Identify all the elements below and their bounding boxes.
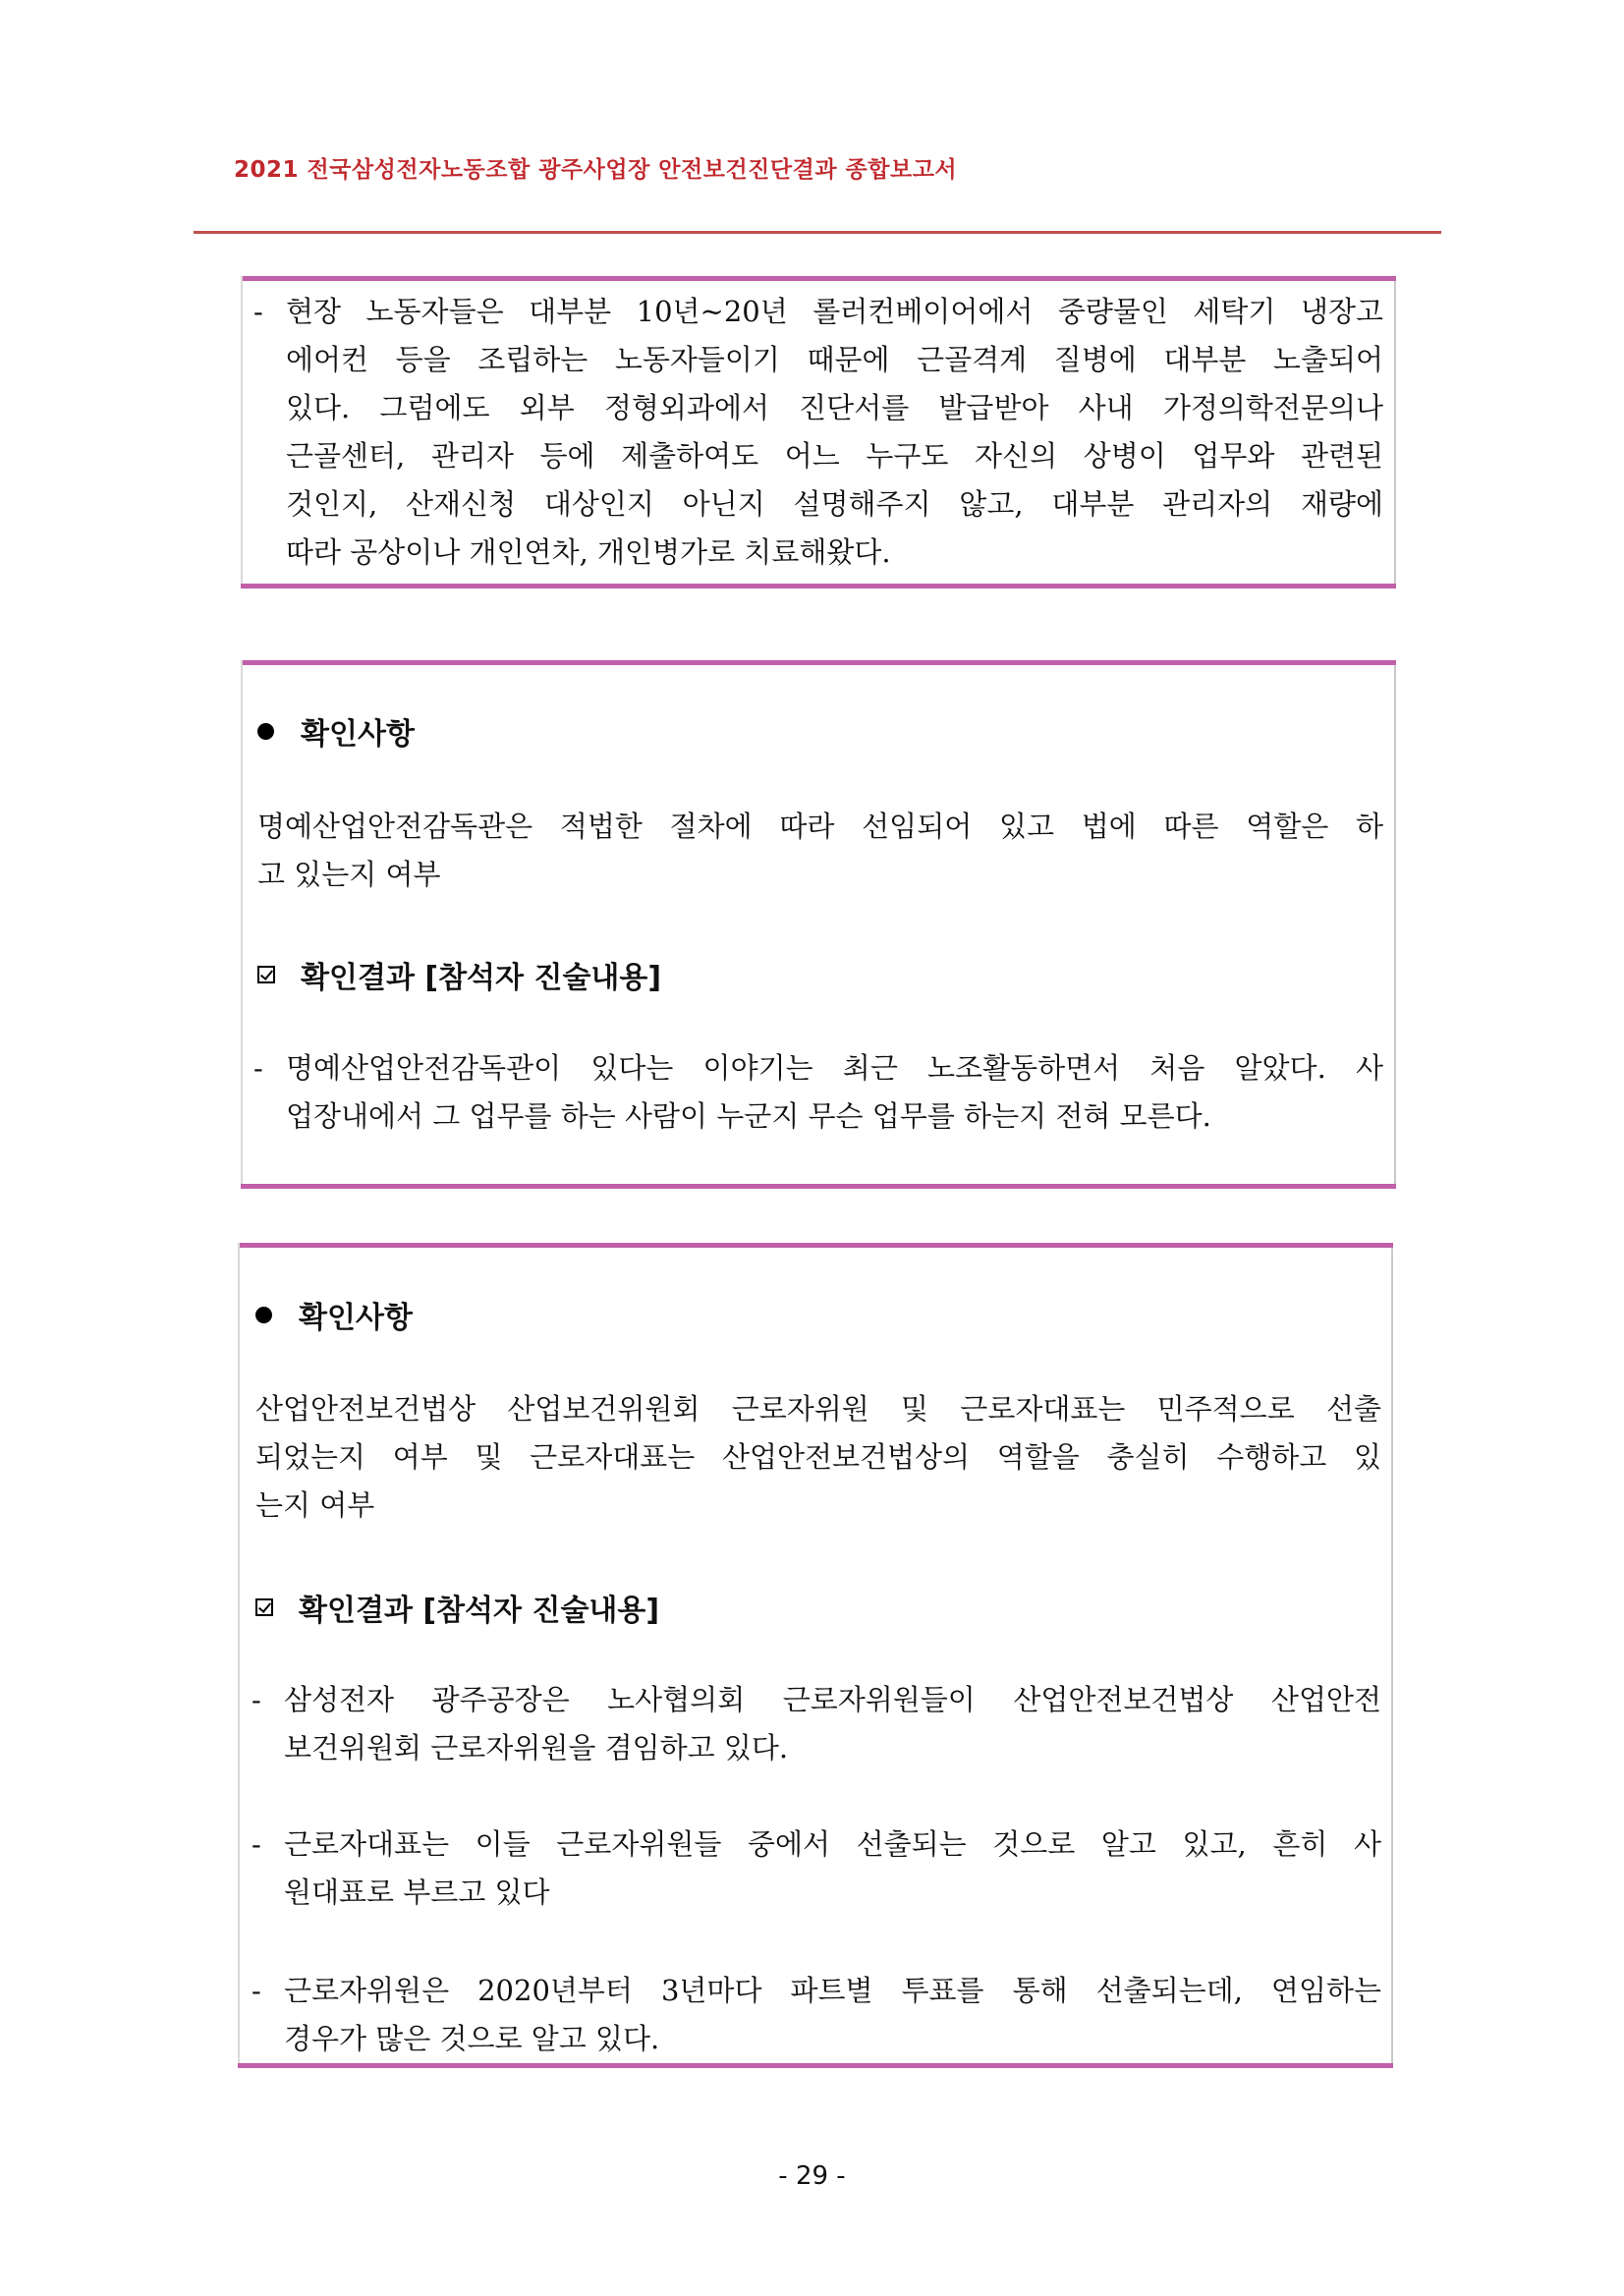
box-top-border <box>241 660 1396 665</box>
text-line: 근로자대표는 이들 근로자위원들 중에서 선출되는 것으로 알고 있고, 흔히 사 <box>284 1827 1381 1861</box>
text-line: 근로자위원은 2020년부터 3년마다 파트별 투표를 통해 선출되는데, 연임하는 <box>284 1974 1381 2007</box>
text-line: 되었는지 여부 및 근로자대표는 산업안전보건법상의 역할을 충실히 수행하고 있 <box>255 1440 1381 1474</box>
check-box-section-2 <box>238 1243 1393 2068</box>
text-line: 명예산업안전감독관은 적법한 절차에 따라 선임되어 있고 법에 따른 역할은 하 <box>257 810 1383 843</box>
section-heading <box>253 709 415 753</box>
heading-text: 확인결과 [참석자 진술내용] <box>301 961 662 995</box>
text-line: 있다. 그럼에도 외부 정형외과에서 진단서를 발급받아 사내 가정의학전문의나 <box>286 391 1383 424</box>
text-line: 현장 노동자들은 대부분 10년~20년 롤러컨베이어에서 중량물인 세탁기 냉장고 <box>286 295 1383 328</box>
result-heading <box>255 953 661 996</box>
report-title: 2021 전국삼성전자노동조합 광주사업장 안전보건진단결과 종합보고서 <box>234 157 958 183</box>
bullet-icon <box>257 723 274 740</box>
box-bottom-border <box>238 2063 1393 2068</box>
text-line: 는지 여부 <box>255 1488 375 1522</box>
text-line: 것인지, 산재신청 대상인지 아닌지 설명해주지 않고, 대부분 관리자의 재량에 <box>286 487 1383 521</box>
text-line: 에어컨 등을 조립하는 노동자들이기 때문에 근골격계 질병에 대부분 노출되어 <box>286 343 1383 376</box>
text-line: 고 있는지 여부 <box>257 858 441 891</box>
checkbox-icon <box>255 1598 273 1616</box>
text-line: 따라 공상이나 개인연차, 개인병가로 치료해왔다. <box>286 535 891 569</box>
bullet-icon <box>255 1307 272 1323</box>
text-line: 명예산업안전감독관이 있다는 이야기는 최근 노조활동하면서 처음 알았다. 사 <box>286 1051 1383 1085</box>
dash-marker: - <box>253 1051 263 1085</box>
text-line: 업장내에서 그 업무를 하는 사람이 누군지 무슨 업무를 하는지 전혀 모른다. <box>286 1099 1211 1133</box>
dash-marker: - <box>252 1974 261 2007</box>
text-line: 보건위원회 근로자위원을 겸임하고 있다. <box>284 1731 789 1764</box>
text-line: 근골센터, 관리자 등에 제출하여도 어느 누구도 자신의 상병이 업무와 관련된 <box>286 439 1383 473</box>
dash-marker: - <box>252 1827 261 1861</box>
box-top-border <box>238 1243 1393 1248</box>
box-top-border <box>241 276 1396 281</box>
heading-text: 확인사항 <box>299 1301 413 1335</box>
statement-text <box>284 1820 1381 1917</box>
statement-text <box>284 1967 1381 2063</box>
text-line: 경우가 많은 것으로 알고 있다. <box>284 2022 660 2055</box>
question-text <box>255 1385 1381 1530</box>
heading-text: 확인사항 <box>301 717 415 752</box>
dash-marker: - <box>253 295 263 328</box>
text-line: 산업안전보건법상 산업보건위원회 근로자위원 및 근로자대표는 민주적으로 선출 <box>255 1392 1381 1426</box>
heading-text: 확인결과 [참석자 진술내용] <box>299 1594 660 1628</box>
text-line: 삼성전자 광주공장은 노사협의회 근로자위원들이 산업안전보건법상 산업안전 <box>284 1683 1381 1716</box>
result-heading <box>253 1586 659 1629</box>
dash-marker: - <box>252 1683 261 1716</box>
statement-text <box>286 288 1383 577</box>
statement-text <box>286 1044 1383 1141</box>
text-line: 원대표로 부르고 있다 <box>284 1876 550 1909</box>
checkbox-icon <box>257 966 275 983</box>
header-divider <box>194 231 1441 234</box>
section-heading <box>252 1293 413 1336</box>
box-bottom-border <box>241 1184 1396 1189</box>
question-text <box>257 803 1383 899</box>
statement-text <box>284 1676 1381 1772</box>
box-bottom-border <box>241 584 1396 588</box>
page-number: - 29 - <box>778 2161 846 2191</box>
